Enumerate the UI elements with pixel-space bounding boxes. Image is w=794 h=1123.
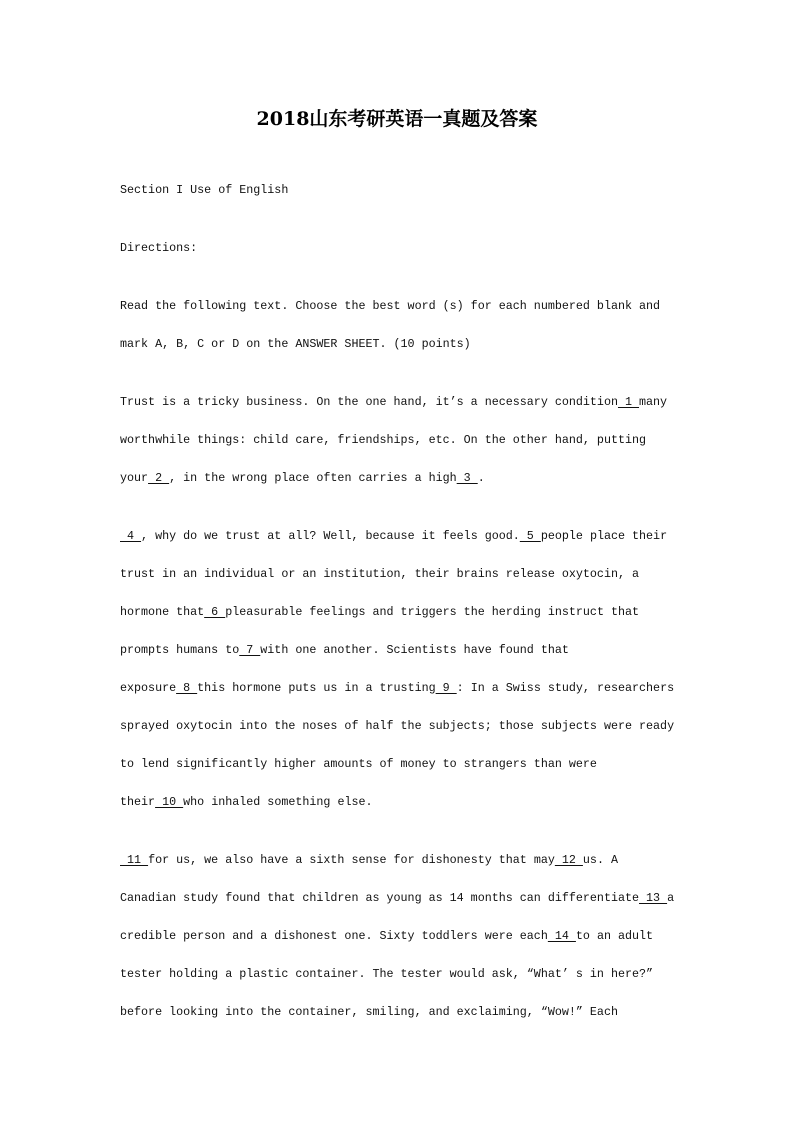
text-segment: for us, we also have a sixth sense for dishonesty that may — [148, 853, 555, 867]
text-segment: Canadian study found that children as young as 14 months can differentiate — [120, 891, 640, 905]
text-segment: your — [120, 471, 149, 485]
text-line — [120, 890, 674, 906]
text-segment: hormone that — [120, 605, 205, 619]
text-segment: , why do we trust at all? Well, because it feels good. — [141, 529, 520, 543]
answer-blank: 8 — [176, 681, 198, 695]
text-line — [120, 432, 646, 448]
text-segment: mark A, B, C or D on the ANSWER SHEET. (10 points) — [120, 337, 471, 351]
answer-blank: 7 — [239, 643, 261, 657]
text-line — [120, 642, 569, 658]
text-segment: prompts humans to — [120, 643, 240, 657]
answer-blank: 3 — [456, 471, 478, 485]
text-segment: worthwhile things: child care, friendships, etc. On the other hand, putting — [120, 433, 647, 447]
text-segment: : In a Swiss study, researchers — [456, 681, 675, 695]
text-line — [120, 566, 639, 582]
text-line — [120, 718, 674, 734]
text-segment: Directions: — [120, 241, 198, 255]
text-segment: us. A — [582, 853, 618, 867]
text-segment: who inhaled something else. — [183, 795, 373, 809]
answer-blank: 13 — [639, 891, 668, 905]
text-segment: sprayed oxytocin into the noses of half the subjects; those subjects were ready — [120, 719, 675, 733]
answer-blank: 10 — [155, 795, 184, 809]
answer-blank: 11 — [120, 853, 149, 867]
answer-blank: 2 — [148, 471, 170, 485]
text-segment: to lend significantly higher amounts of money to strangers than were — [120, 757, 597, 771]
text-line — [120, 470, 485, 486]
text-segment: before looking into the container, smiling, and exclaiming, “Wow!” Each — [120, 1005, 618, 1019]
text-segment: people place their — [540, 529, 668, 543]
text-segment: Section I Use of English — [120, 183, 289, 197]
text-segment: , in the wrong place often carries a high — [169, 471, 457, 485]
answer-blank: 5 — [519, 529, 541, 543]
document-title: 2018山东考研英语一真题及答案 — [256, 108, 538, 130]
text-segment: a — [667, 891, 675, 905]
text-segment: Trust is a tricky business. On the one hand, it’s a necessary condition — [120, 395, 618, 409]
answer-blank: 1 — [617, 395, 640, 409]
text-segment: tester holding a plastic container. The tester would ask, “What’ s in here?” — [120, 967, 654, 981]
text-segment: exposure — [120, 681, 177, 695]
text-line — [120, 298, 660, 314]
text-segment: . — [477, 471, 485, 485]
text-segment: this hormone puts us in a trusting — [197, 681, 436, 695]
text-line — [120, 966, 653, 982]
text-line — [120, 604, 639, 620]
text-line — [120, 240, 197, 256]
answer-blank: 6 — [204, 605, 226, 619]
text-segment: trust in an individual or an institution, their brains release oxytocin, a — [120, 567, 640, 581]
text-line — [120, 794, 373, 810]
text-segment: Read the following text. Choose the best word (s) for each numbered blank and — [120, 299, 661, 313]
answer-blank: 4 — [120, 529, 142, 543]
text-line — [120, 928, 653, 944]
text-line — [120, 852, 618, 868]
text-segment: pleasurable feelings and triggers the herding instruct that — [225, 605, 640, 619]
text-line — [120, 680, 674, 696]
text-segment: to an adult — [575, 929, 654, 943]
text-segment: credible person and a dishonest one. Sixty toddlers were each — [120, 929, 548, 943]
text-line — [120, 394, 667, 410]
answer-blank: 9 — [435, 681, 457, 695]
text-segment: their — [120, 795, 156, 809]
text-line — [120, 336, 471, 352]
text-segment: many — [639, 395, 668, 409]
text-segment: with one another. Scientists have found that — [260, 643, 569, 657]
answer-blank: 14 — [547, 929, 576, 943]
answer-blank: 12 — [554, 853, 583, 867]
text-line — [120, 528, 667, 544]
text-line — [120, 756, 597, 772]
text-line — [120, 1004, 618, 1020]
text-line — [120, 182, 288, 198]
